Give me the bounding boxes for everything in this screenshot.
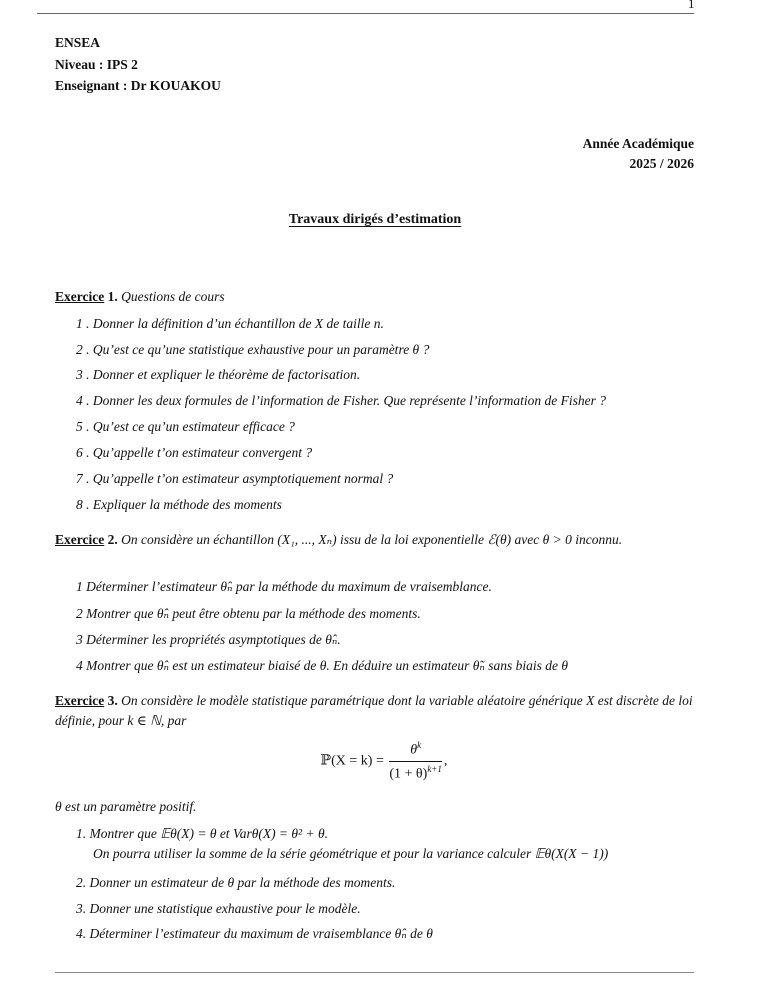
list-item: 1 Déterminer l’estimateur θ̂ₙ par la méthode du maximum de vraisemblance. — [76, 579, 492, 594]
probability-formula — [0, 740, 768, 782]
exercise-number: 2. — [107, 532, 118, 547]
list-item: 4. Déterminer l’estimateur du maximum de vraisemblance θ̂ₙ de θ — [76, 926, 433, 941]
denominator-exponent: k+1 — [427, 763, 442, 774]
list-item: 1 . Donner la définition d’un échantillon de X de taille n. — [76, 316, 384, 331]
exercise-intro: On considère le modèle statistique paramétrique dont la variable aléatoire générique X est discrète de loi définie, pour k ∈ ℕ, par — [55, 693, 693, 728]
list-item: 5 . Qu’est ce qu’un estimateur efficace ? — [76, 419, 295, 434]
exercise-3-heading — [55, 691, 695, 731]
formula-tail: , — [443, 753, 448, 769]
exercise-number: 1. — [107, 289, 118, 304]
school-name: ENSEA — [55, 35, 101, 50]
formula-denominator — [389, 762, 442, 783]
denominator-base: (1 + θ) — [389, 766, 428, 782]
teacher: Enseignant : Dr KOUAKOU — [55, 78, 221, 93]
list-item: 3. Donner une statistique exhaustive pour le modèle. — [76, 901, 361, 916]
exercise-2-heading — [55, 530, 695, 550]
exercise-1-heading — [55, 287, 695, 307]
exercise-label: Exercice — [55, 693, 105, 708]
academic-year-value: 2025 / 2026 — [629, 156, 694, 171]
formula-numerator — [389, 740, 442, 762]
exercise-label: Exercice — [55, 532, 105, 547]
exercise-intro: Questions de cours — [121, 289, 225, 304]
list-item: 6 . Qu’appelle t’on estimateur convergent ? — [76, 445, 313, 460]
level: Niveau : IPS 2 — [55, 57, 138, 72]
numerator-base: θ — [410, 742, 418, 758]
document-title — [0, 212, 750, 228]
list-item: 4 Montrer que θ̂ₙ est un estimateur biaisé de θ. En déduire un estimateur θ̃ₙ sans biais de θ — [76, 658, 569, 673]
numerator-exponent: k — [417, 740, 422, 750]
list-item: 2 . Qu’est ce qu’une statistique exhaustive pour un paramètre θ ? — [76, 342, 430, 357]
page-number: 1 — [688, 0, 695, 11]
list-item-hint: On pourra utiliser la somme de la série géométrique et pour la variance calculer 𝔼θ(X(X − 1)) — [93, 846, 609, 861]
list-item: 2. Donner un estimateur de θ par la méthode des moments. — [76, 875, 396, 890]
list-item: 3 Déterminer les propriétés asymptotiques de θ̂ₙ. — [76, 632, 341, 647]
footer-rule — [55, 972, 694, 973]
list-item: 2 Montrer que θ̂ₙ peut être obtenu par la méthode des moments. — [76, 606, 421, 621]
exercise-label: Exercice — [55, 289, 105, 304]
exercise-number: 3. — [107, 693, 118, 708]
list-item: 1. Montrer que 𝔼θ(X) = θ et Varθ(X) = θ² + θ. — [76, 826, 328, 841]
document-title-text: Travaux dirigés d’estimation — [288, 212, 462, 227]
formula-fraction — [389, 740, 442, 782]
exercise-intro: On considère un échantillon (X₁, ..., Xₙ) issu de la loi exponentielle ℰ(θ) avec θ > 0 inconnu. — [121, 532, 623, 547]
list-item: 7 . Qu’appelle t’on estimateur asymptotiquement normal ? — [76, 471, 394, 486]
header-rule — [37, 13, 694, 14]
parameter-note: θ est un paramètre positif. — [55, 799, 197, 814]
list-item: 4 . Donner les deux formules de l’information de Fisher. Que représente l’information de Fisher ? — [76, 393, 607, 408]
academic-year-label: Année Académique — [582, 136, 694, 151]
list-item: 8 . Expliquer la méthode des moments — [76, 497, 282, 512]
list-item: 3 . Donner et expliquer le théorème de factorisation. — [76, 367, 361, 382]
formula-lhs: ℙ(X = k) = — [320, 753, 384, 769]
